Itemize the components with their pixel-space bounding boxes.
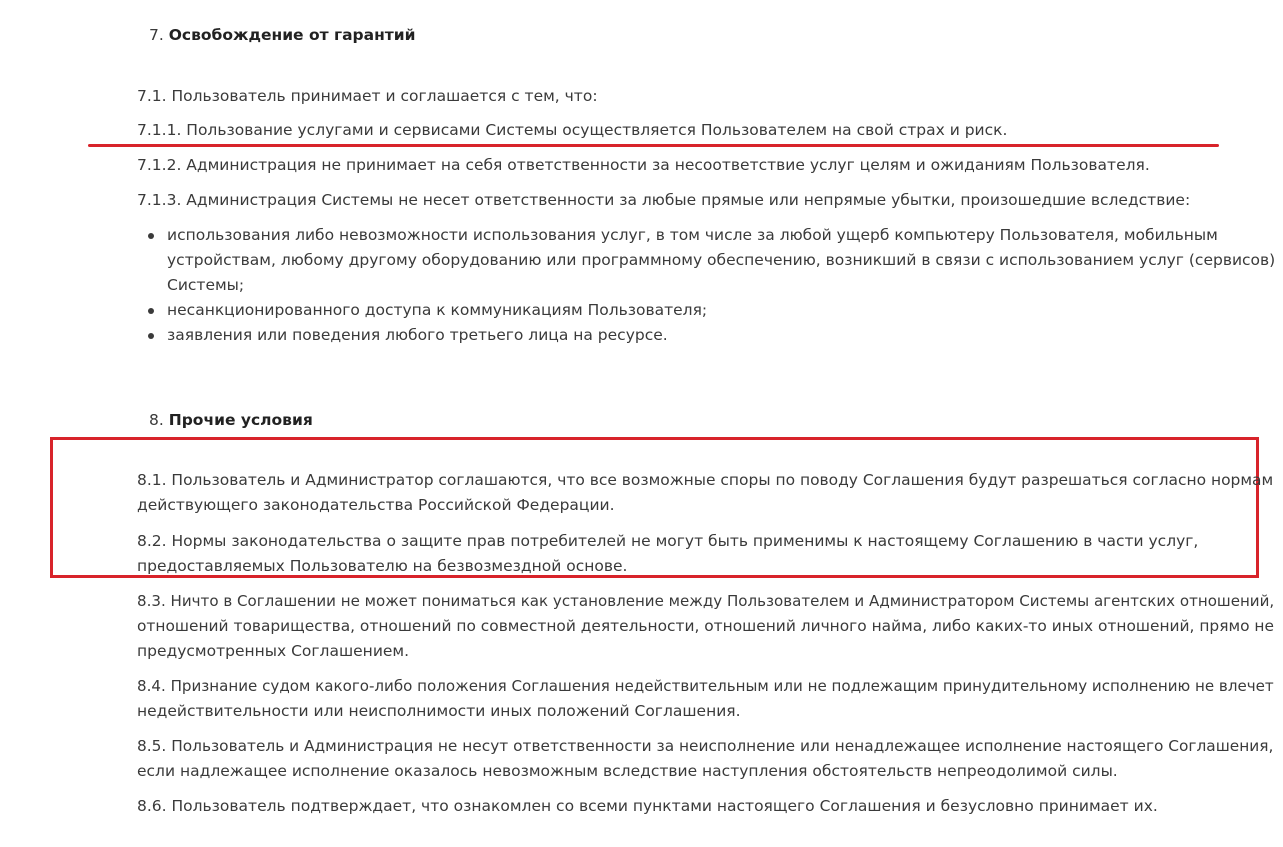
bullet-1-line-1: использования либо невозможности использования услуг, в том числе за любой ущерб компьютеру Пользователя, мобильным — [167, 226, 1218, 244]
clause-7-1-1: 7.1.1. Пользование услугами и сервисами Системы осуществляется Пользователем на свой страх и риск. — [137, 121, 1008, 139]
clause-8-4-line-2: недействительности или неисполнимости иных положений Соглашения. — [137, 702, 741, 720]
bullet-1-line-3: Системы; — [167, 276, 245, 294]
section-number: 8. — [149, 411, 164, 429]
clause-8-4-line-1: 8.4. Признание судом какого-либо положения Соглашения недействительным или не подлежащим принудительному исполнению не влечет — [137, 677, 1274, 695]
clause-8-2-line-1: 8.2. Нормы законодательства о защите прав потребителей не могут быть применимы к настоящему Соглашению в части услуг, — [137, 532, 1199, 550]
red-underline-annotation — [88, 144, 1219, 147]
clause-8-6: 8.6. Пользователь подтверждает, что ознакомлен со всеми пунктами настоящего Соглашения и безусловно принимает их. — [137, 797, 1158, 815]
bullet-3-line-1: заявления или поведения любого третьего лица на ресурсе. — [167, 326, 668, 344]
bullet-icon — [148, 233, 154, 239]
clause-8-3-line-3: предусмотренных Соглашением. — [137, 642, 410, 660]
clause-7-1-3: 7.1.3. Администрация Системы не несет ответственности за любые прямые или непрямые убытки, произошедшие вследствие: — [137, 191, 1191, 209]
bullet-icon — [148, 308, 154, 314]
section-8-heading — [149, 409, 313, 431]
section-number: 7. — [149, 26, 164, 44]
clause-7-1-2: 7.1.2. Администрация не принимает на себя ответственности за несоответствие услуг целям и ожиданиям Пользователя. — [137, 156, 1150, 174]
section-title: Освобождение от гарантий — [168, 26, 416, 44]
clause-8-5-line-2: если надлежащее исполнение оказалось невозможным вследствие наступления обстоятельств непреодолимой силы. — [137, 762, 1118, 780]
clause-7-1: 7.1. Пользователь принимает и соглашается с тем, что: — [137, 87, 598, 105]
bullet-2-line-1: несанкционированного доступа к коммуникациям Пользователя; — [167, 301, 708, 319]
clause-8-5-line-1: 8.5. Пользователь и Администрация не несут ответственности за неисполнение или ненадлежащее исполнение настоящего Соглашения, — [137, 737, 1274, 755]
clause-8-3-line-2: отношений товарищества, отношений по совместной деятельности, отношений личного найма, либо каких-то иных отношений, прямо не — [137, 617, 1274, 635]
clause-8-2-line-2: предоставляемых Пользователю на безвозмездной основе. — [137, 557, 628, 575]
bullet-1-line-2: устройствам, любому другому оборудованию или программному обеспечению, возникший в связи с использованием услуг (сервисов) — [167, 251, 1276, 269]
clause-8-3-line-1: 8.3. Ничто в Соглашении не может пониматься как установление между Пользователем и Администратором Системы агентских отношений, — [137, 592, 1275, 610]
clause-8-1-line-2: действующего законодательства Российской Федерации. — [137, 496, 615, 514]
section-7-heading — [149, 24, 416, 46]
section-title: Прочие условия — [168, 411, 313, 429]
bullet-icon — [148, 333, 154, 339]
clause-8-1-line-1: 8.1. Пользователь и Администратор соглашаются, что все возможные споры по поводу Соглашения будут разрешаться согласно нормам — [137, 471, 1274, 489]
